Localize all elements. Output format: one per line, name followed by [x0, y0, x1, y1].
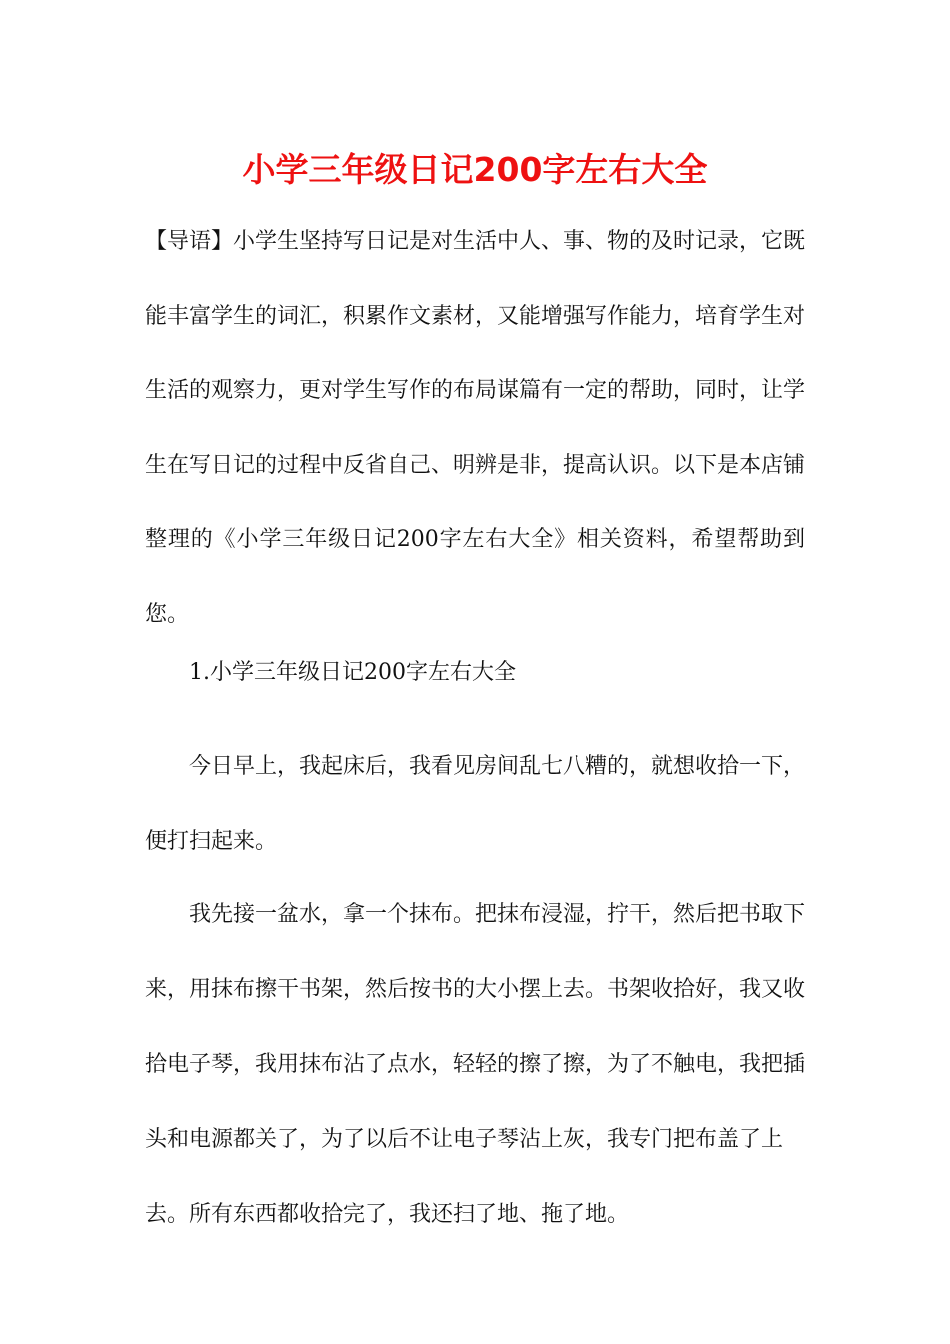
document-title: 小学三年级日记200字左右大全: [242, 150, 708, 189]
body-paragraph-2: 我先接一盆水，拿一个抹布。把抹布浸湿，拧干，然后把书取下来，用抹布擦干书架，然后按书的大小摆上去。书架收拾好，我又收拾电子琴，我用抹布沾了点水，轻轻的擦了擦，为了不触电，我把插头和电源都关了，为了以后不让电子琴沾上灰，我专门把布盖了上去。所有东西都收拾完了，我还扫了地、拖了地。: [145, 902, 806, 1227]
section-heading: 1.小学三年级日记200字左右大全: [189, 660, 516, 685]
body-paragraph-1: 今日早上，我起床后，我看见房间乱七八糟的，就想收拾一下，便打扫起来。: [145, 754, 806, 854]
intro-paragraph: 【导语】小学生坚持写日记是对生活中人、事、物的及时记录，它既能丰富学生的词汇，积累作文素材，又能增强写作能力，培育学生对生活的观察力，更对学生写作的布局谋篇有一定的帮助，同时，让学生在写日记的过程中反省自己、明辨是非，提高认识。以下是本店铺整理的《小学三年级日记200字左右大全》相关资料，希望帮助到您。: [145, 229, 806, 627]
